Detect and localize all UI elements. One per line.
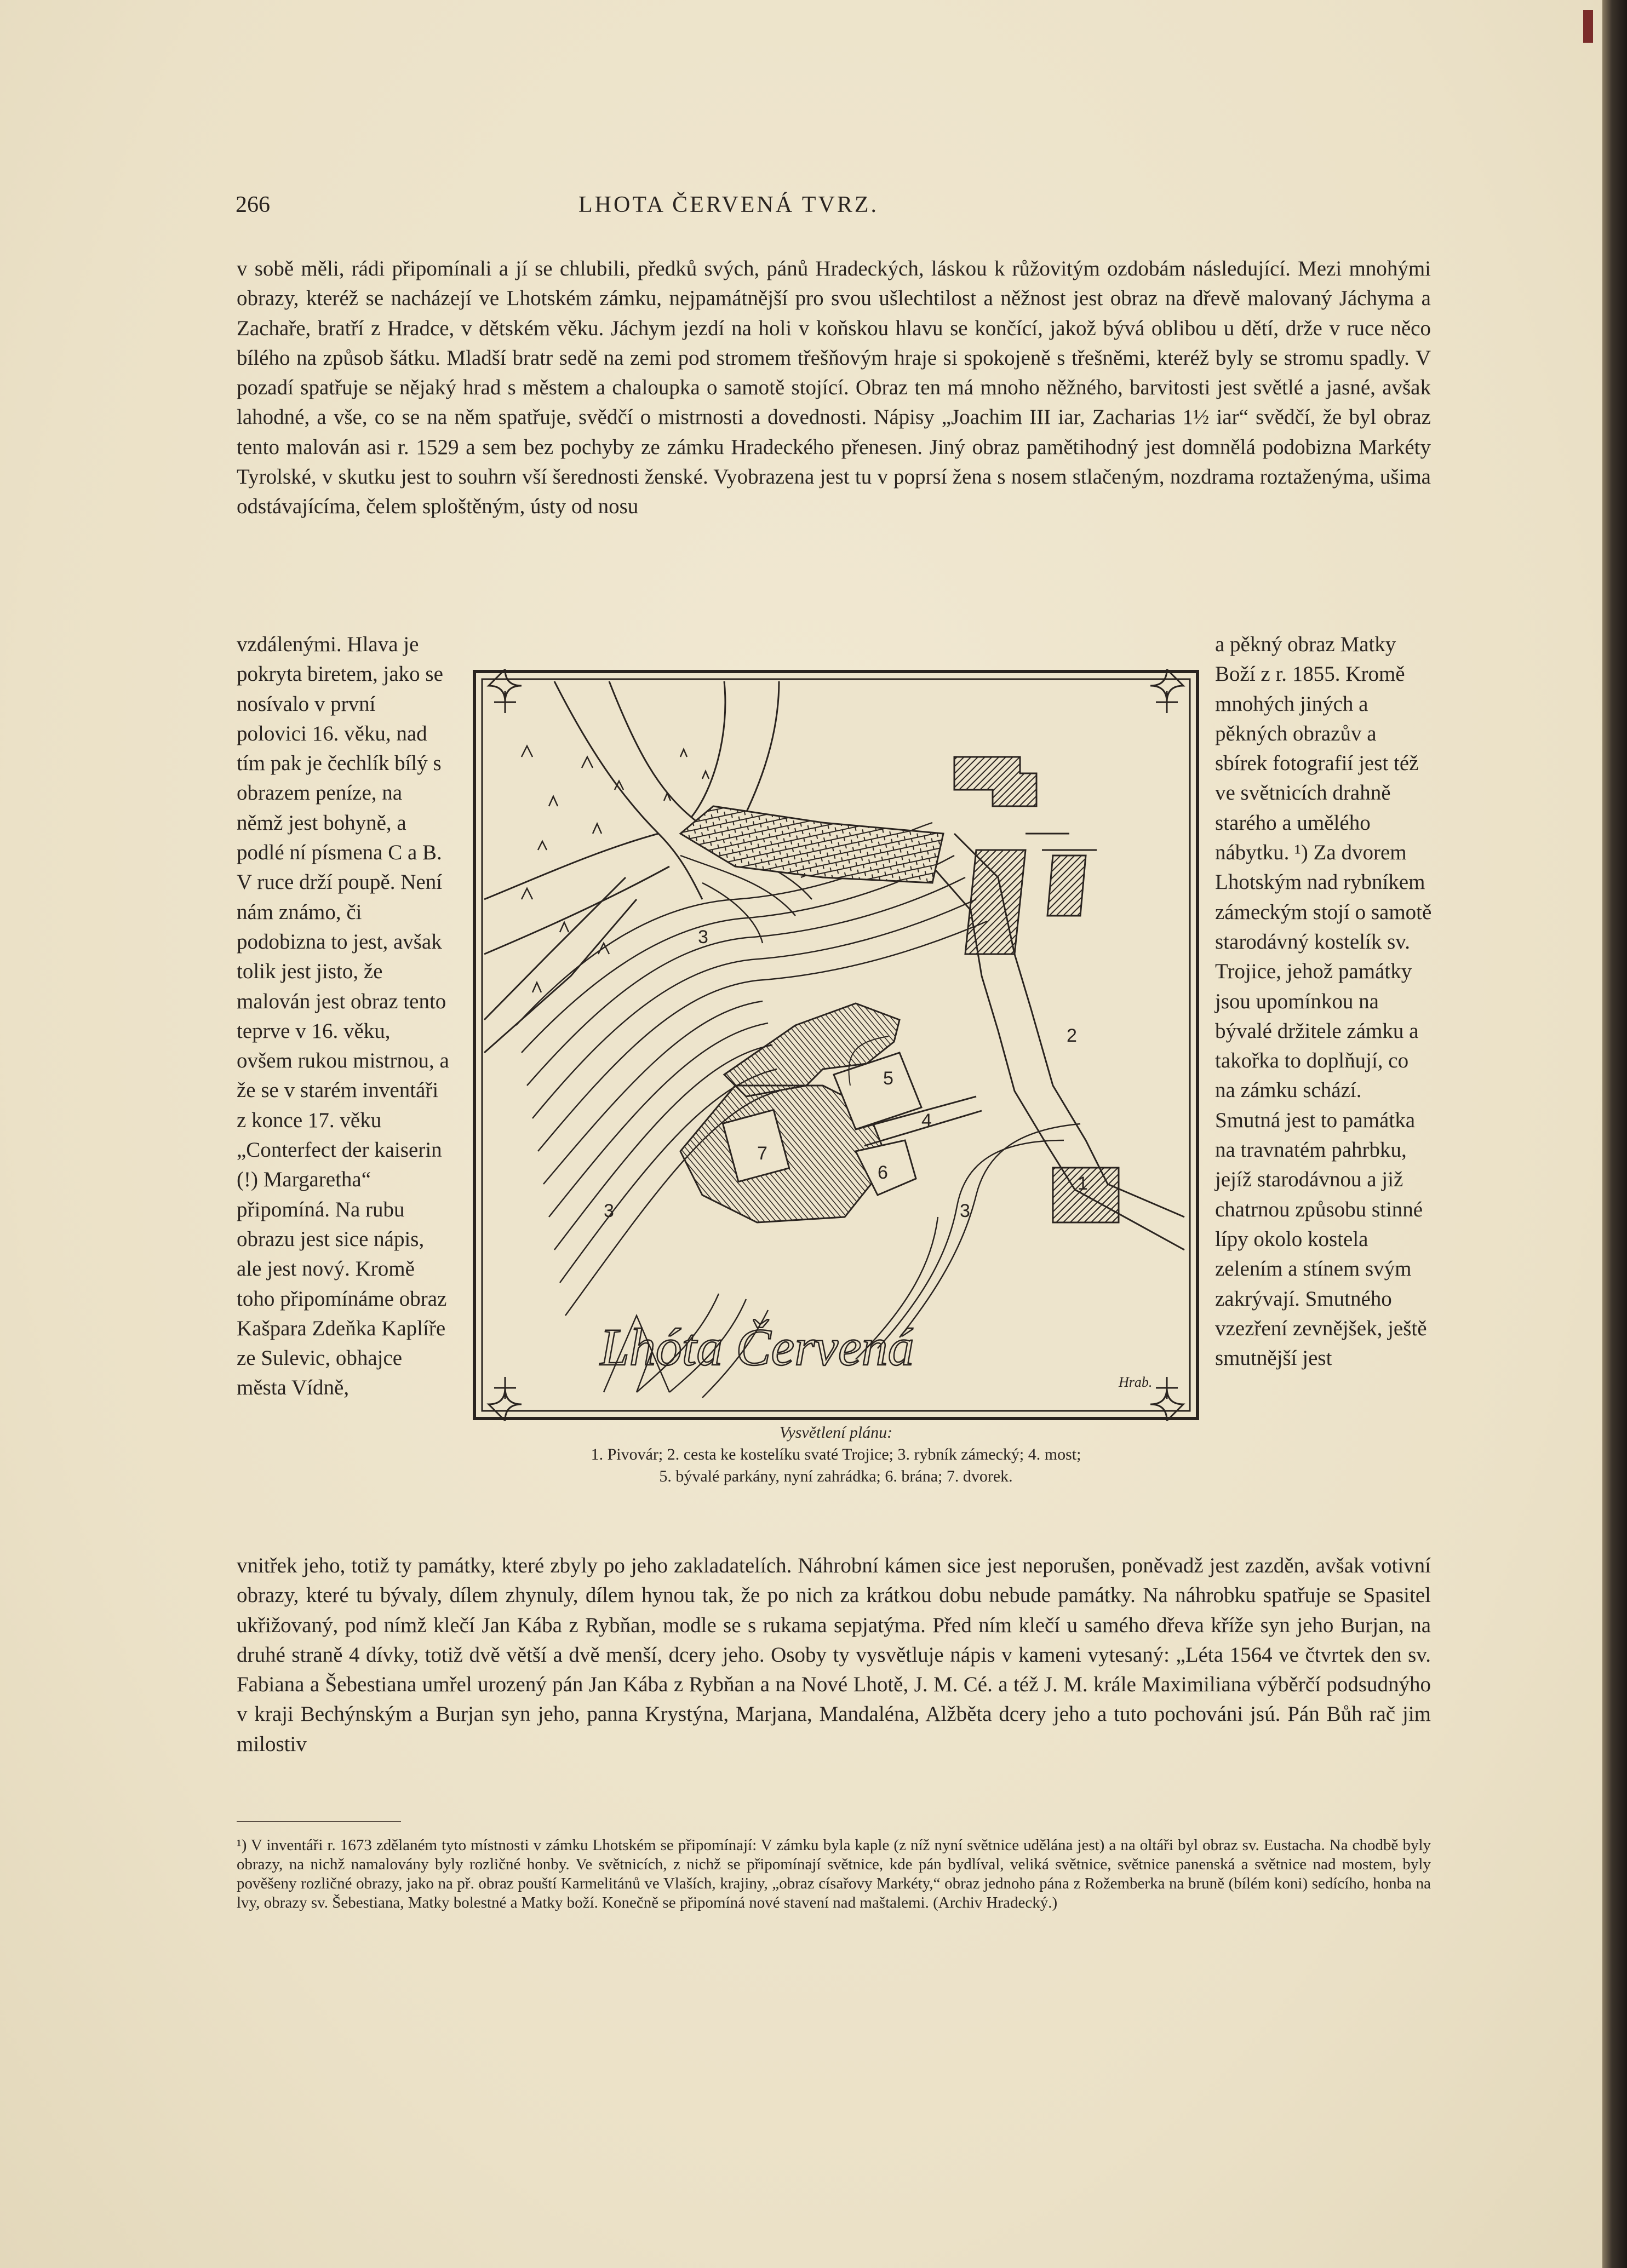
figure-caption xyxy=(472,1422,1200,1488)
caption-line-1: 1. Pivovár; 2. cesta ke kostelíku svaté Trojice; 3. rybník zámecký; 4. most; xyxy=(591,1445,1081,1463)
footnote: ¹) V inventáři r. 1673 zdělaném tyto místnosti v zámku Lhotském se připomínají: V zámku byla kaple (z níž nyní světnice udělána jest) a na oltáři byl obraz sv. Eustacha. Na chodbě byly obrazy, na nichž namalovány byly rozličné honby. Ve světnicích, z nichž se připomínají světnice, kde pán bydlíval, veliká světnice, světnice panenská a světnice nad mostem, byly pověšeny rozličné obrazy, jako na př. obraz pouští Karmelitánů ve Vlaších, krajiny, „obraz císařovy Markéty,“ obraz jednoho pána z Rožemberka na bruně (bílém koni) sedícího, honba na lvy, obrazy sv. Šebestiana, Matky bolestné a Matky boží. Konečně se připomíná nové stavení nad maštalemi. (Archiv Hradecký.) xyxy=(237,1836,1431,1911)
page-title: LHOTA ČERVENÁ TVRZ. xyxy=(578,192,879,217)
left-column-text: vzdálenými. Hlava je pokryta biretem, jako se nosívalo v první polovici 16. věku, nad tím pak je čechlík bílý s obrazem peníze, na němž jest bohyně, a podlé ní písmena C a B. V ruce drží poupě. Není nám známo, či podobizna to jest, avšak tolik jest jisto, že malován jest obraz tento teprve v 16. věku, ovšem rukou mistrnou, a že se v starém inventáři z konce 17. věku „Conterfect der kaiserin (!) Margaretha“ připomíná. Na rubu obrazu jest sice nápis, ale jest nový. Kromě toho připomínáme obraz Kašpara Zdeňka Kaplíře ze Sulevic, obhajce města Vídně, xyxy=(237,633,449,1400)
plan-number-5: 5 xyxy=(883,1068,893,1089)
plan-number-1: 1 xyxy=(1078,1173,1088,1194)
top-paragraph: v sobě měli, rádi připomínali a jí se chlubili, předků svých, pánů Hradeckých, láskou k růžovitým ozdobám následující. Mezi mnohými obrazy, kteréž se nacházejí ve Lhotském zámku, nejpamátnější pro svou ušlechtilost a něžnost jest obraz na dřevě malovaný Jáchyma a Zachaře, bratří z Hradce, v dětském věku. Jáchym jezdí na holi v koňskou hlavu se končící, jakož bývá oblibou u dětí, drže v ruce něco bílého na způsob šátku. Mladší bratr sedě na zemi pod stromem třešňovým hraje si spokojeně s třešněmi, kteréž byly se stromu spadly. V pozadí spatřuje se nějaký hrad s městem a chaloupka o samotě stojící. Obraz ten má mnoho něžného, barvitosti jest světlé a jasné, avšak lahodné, a vše, co se na něm spatřuje, svědčí o mistrnosti a dovednosti. Nápisy „Joachim III iar, Zacharias 1½ iar“ svědčí, že byl obraz tento malován asi r. 1529 a sem bez pochyby ze zámku Hradeckého přenesen. Jiný obraz pamětihodný jest domnělá podobizna Markéty Tyrolské, v skutku jest to souhrn vší šerednosti ženské. Vyobrazena jest tu v poprsí žena s nosem stlačeným, nozdrama roztaženýma, ušima odstávajícíma, čelem sploštěným, ústy od nosu xyxy=(237,257,1431,519)
plan-number-6: 6 xyxy=(878,1162,888,1183)
book-spine xyxy=(1602,0,1627,2268)
map-script-title: Lhóta Červená xyxy=(600,1318,914,1376)
right-column-text: a pěkný obraz Matky Boží z r. 1855. Kromě mnohých jiných a pěkných obrazův a sbírek fotografií jest též ve světnicích drahně starého a umělého nábytku. ¹) Za dvorem Lhotským nad rybníkem zámeckým stojí o samotě starodávný kostelík sv. Trojice, jehož památky jsou upomínkou na bývalé držitele zámku a takořka to doplňují, co na zámku schází. Smutná jest to památka na travnatém pahrbku, jejíž starodávnou a již chatrnou způsobu stinné lípy okolo kostela zelením a stínem svým zakrývají. Smutného vzezření zevnějšek, ještě smutnější jest xyxy=(1215,633,1432,1370)
plan-number-7: 7 xyxy=(757,1143,767,1164)
plan-number-3c: 3 xyxy=(960,1201,970,1221)
plan-number-3a: 3 xyxy=(698,927,708,948)
plan-number-4: 4 xyxy=(921,1110,932,1131)
footnote-rule xyxy=(237,1821,401,1822)
castle-plan-illustration xyxy=(472,669,1200,1421)
page-number: 266 xyxy=(236,192,270,217)
bookmark-ribbon xyxy=(1583,10,1593,43)
bottom-paragraph: vnitřek jeho, totiž ty památky, které zbyly po jeho zakladatelích. Náhrobní kámen sice jest neporušen, poněvadž jest zazděn, avšak votivní obrazy, které tu bývaly, dílem zhynuly, dílem hynou tak, že po nich za krátkou dobu nebude památky. Na náhrobku spatřuje se Spasitel ukřižovaný, pod nímž klečí Jan Kába z Rybňan, modle se s rukama sepjatýma. Před ním klečí u samého dřeva kříže syn jeho Burjan, na druhé straně 4 dívky, totiž dvě větší a dvě menší, dcery jeho. Osoby ty vysvětluje nápis v kameni vytesaný: „Léta 1564 ve čtvrtek den sv. Fabiana a Šebestiana umřel urozený pán Jan Kába z Rybňan a na Nové Lhotě, J. M. Cé. a též J. M. krále Maximiliana výběrčí podsudnýho v kraji Bechýnským a Burjan syn jeho, panna Krystýna, Marjana, Mandaléna, Alžběta dcery jeho a tuto pochováni jsú. Pán Bůh rač jim milostiv xyxy=(237,1554,1431,1756)
caption-line-2: 5. bývalé parkány, nyní zahrádka; 6. brána; 7. dvorek. xyxy=(659,1467,1013,1485)
plan-number-2: 2 xyxy=(1067,1025,1077,1046)
caption-heading: Vysvětlení plánu: xyxy=(779,1423,893,1442)
plan-number-3b: 3 xyxy=(604,1201,614,1221)
map-artist-signature: Hrab. xyxy=(1119,1374,1153,1390)
